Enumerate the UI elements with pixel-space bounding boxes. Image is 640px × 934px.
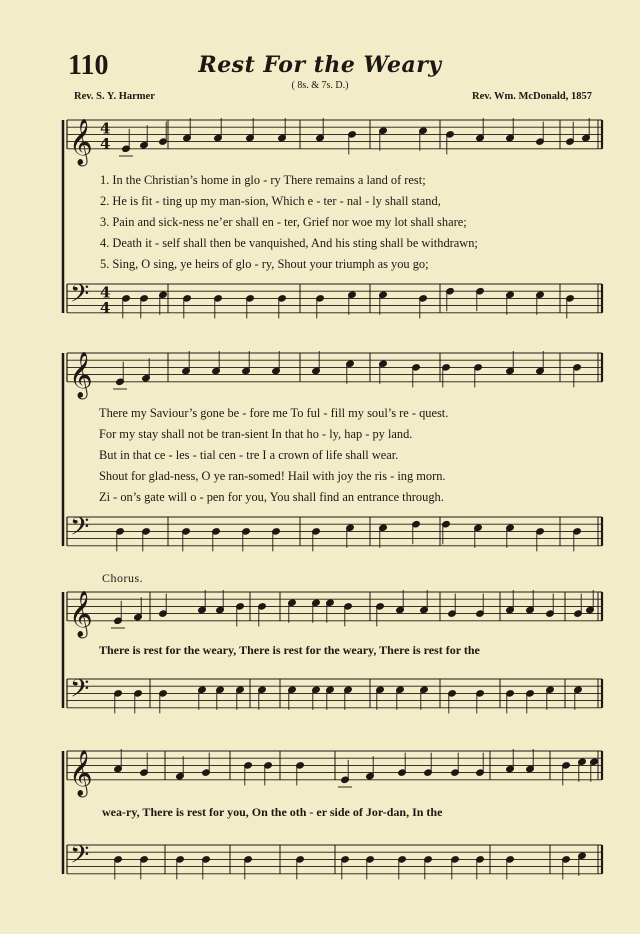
verse-3-line-b: But in that ce - les - tial cen - tre I a crown of life shall wear. — [99, 448, 399, 462]
verse-3-line-a: 3. Pain and sick-ness ne’er shall en - ter, Grief nor woe my lot shall share; — [100, 215, 467, 229]
treble-clef-icon: 𝄞 — [69, 590, 93, 637]
verse-5-line-a: 5. Sing, O sing, ye heirs of glo - ry, Shout your triumph as you go; — [100, 257, 429, 271]
bass-clef-icon: 𝄢 — [70, 674, 90, 710]
composer-credit: Rev. Wm. McDonald, 1857 — [472, 91, 592, 102]
time-signature-bottom: 4 — [100, 298, 111, 317]
bass-clef-icon: 𝄢 — [70, 279, 90, 315]
bass-clef-icon: 𝄢 — [70, 512, 90, 548]
time-signature-top: 4 — [100, 119, 111, 138]
bass-clef-icon: 𝄢 — [70, 840, 90, 876]
verse-1-line-b: There my Saviour’s gone be - fore me To ful - fill my soul’s re - quest. — [99, 406, 449, 420]
treble-clef-icon: 𝄞 — [69, 749, 93, 796]
hymn-title: Rest For the Weary — [198, 52, 442, 78]
time-signature-bottom: 4 — [100, 134, 111, 153]
verse-4-line-b: Shout for glad-ness, O ye ran-somed! Hail with joy the ris - ing morn. — [99, 469, 446, 483]
hymn-number: 110 — [68, 50, 109, 81]
time-signature-top: 4 — [100, 283, 111, 302]
lyricist-credit: Rev. S. Y. Harmer — [74, 91, 155, 102]
chorus-lyric-line-2: wea-ry, There is rest for you, On the oth - er side of Jor-dan, In the — [102, 805, 443, 819]
verse-4-line-a: 4. Death it - self shall then be vanquished, And his sting shall be withdrawn; — [100, 236, 478, 250]
chorus-label: Chorus. — [102, 571, 144, 585]
verse-2-line-b: For my stay shall not be tran-sient In that ho - ly, hap - py land. — [99, 427, 413, 441]
verse-2-line-a: 2. He is fit - ting up my man-sion, Which e - ter - nal - ly shall stand, — [100, 194, 441, 208]
verse-1-line-a: 1. In the Christian’s home in glo - ry There remains a land of rest; — [100, 173, 426, 187]
treble-clef-icon: 𝄞 — [69, 351, 93, 398]
chorus-lyric-line-1: There is rest for the weary, There is rest for the weary, There is rest for the — [99, 643, 480, 657]
verse-5-line-b: Zi - on’s gate will o - pen for you, You shall find an entrance through. — [99, 490, 444, 504]
treble-clef-icon: 𝄞 — [69, 118, 93, 165]
meter-indicator: ( 8s. & 7s. D.) — [291, 80, 349, 91]
